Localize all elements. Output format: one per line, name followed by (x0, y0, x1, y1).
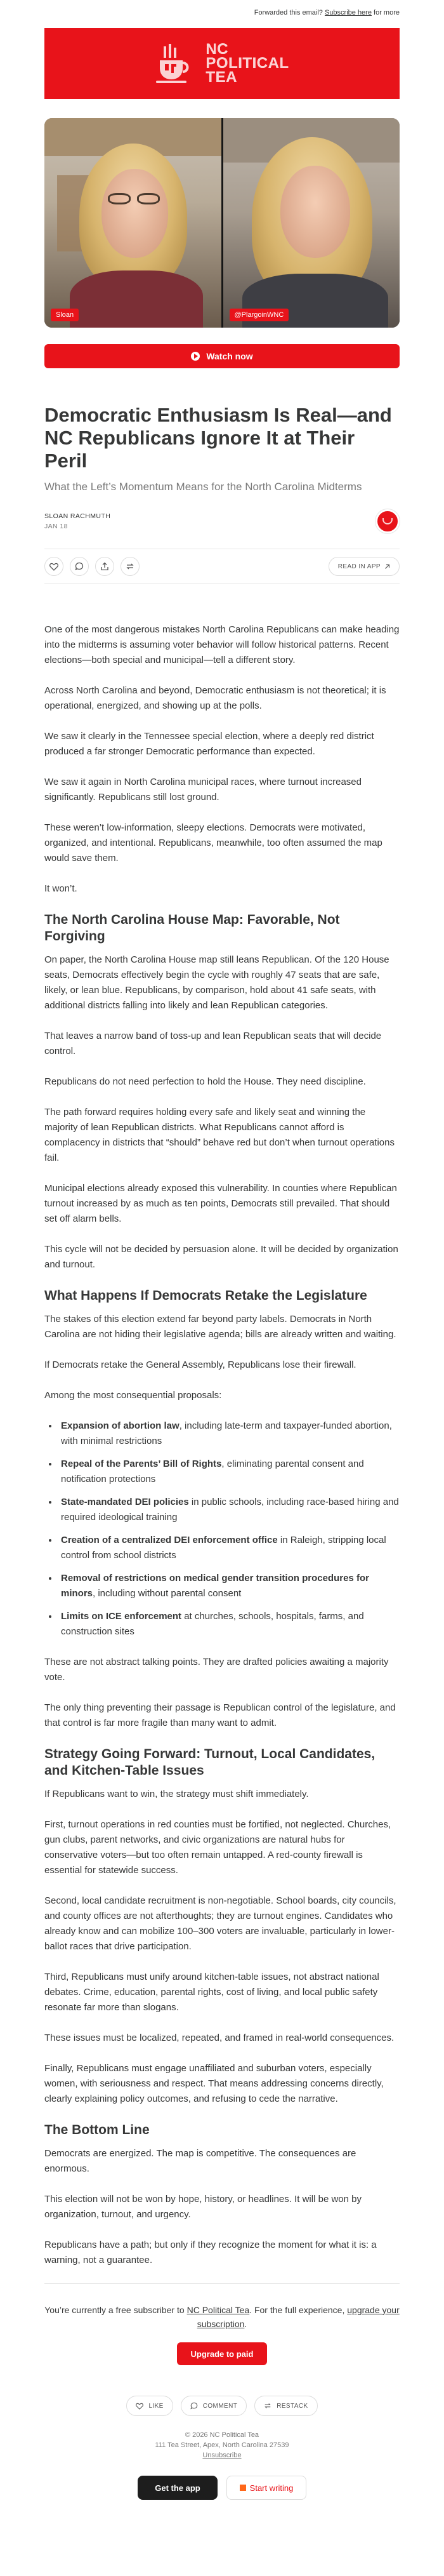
post-title[interactable]: Democratic Enthusiasm Is Real—and NC Republicans Ignore It at Their Peril (44, 404, 392, 472)
author-name[interactable]: SLOAN RACHMUTH (44, 512, 111, 520)
mailing-address: 111 Tea Street, Apex, North Carolina 27539 (155, 2441, 289, 2449)
heart-icon (136, 2403, 143, 2410)
comment-label: COMMENT (202, 2402, 238, 2410)
list-item-bold: Limits on ICE enforcement (61, 1611, 182, 1622)
list-item-text: at churches, schools, hospitals, farms, and construction sites (61, 1611, 364, 1637)
video-thumbnail[interactable] (44, 118, 400, 328)
speaker-left-tag: Sloan (51, 309, 79, 321)
forward-suffix: for more (374, 9, 400, 17)
list-item (58, 1571, 400, 1601)
paragraph: Across North Carolina and beyond, Democratic enthusiasm is not theoretical; it is operational, energized, and showing up at the polls. (44, 685, 386, 711)
post-action-bar (44, 549, 400, 584)
footer-restack-button[interactable] (254, 2396, 317, 2416)
paragraph: If Republicans want to win, the strategy must shift immediately. (44, 1789, 309, 1799)
list-item-bold: State-mandated DEI policies (61, 1497, 189, 1507)
video-frame-right (221, 118, 400, 328)
paragraph: This cycle will not be decided by persuasion alone. It will be decided by organization and turnout. (44, 1244, 398, 1270)
restack-label: RESTACK (277, 2402, 308, 2410)
paragraph: The only thing preventing their passage is Republican control of the legislature, and that control is far more fragile than many want to admit. (44, 1702, 396, 1728)
free-sub-prefix: You’re currently a free subscriber to (44, 2305, 185, 2315)
list-item-text: in Raleigh, stripping local control from school districts (61, 1535, 386, 1561)
action-icons (44, 557, 140, 576)
publication-banner[interactable] (44, 28, 400, 99)
share-icon (100, 562, 109, 571)
speaker-right-tag: @PlargoinWNC (230, 309, 289, 321)
paragraph: First, turnout operations in red counties must be fortified, not neglected. Churches, gun clubs, parent networks, and civic organizations are natural hubs for conservative voters—but too often remain untapped. A red-county firewall is essential for statewide success. (44, 1819, 391, 1876)
list-item-bold: Repeal of the Parents’ Bill of Rights (61, 1458, 222, 1469)
free-subscriber-note: You’re currently a free subscriber to NC Political Tea. For the full experience, upgrade your subscription. (44, 2305, 400, 2329)
paragraph: If Democrats retake the General Assembly, Republicans lose their firewall. (44, 1359, 356, 1370)
paragraph: One of the most dangerous mistakes North Carolina Republicans can make heading into the midterms is assuming voter behavior will follow historical patterns. Recent elections—both special and municipal—tell a different story. (44, 624, 400, 665)
publication-avatar[interactable] (375, 509, 400, 533)
watch-now-label: Watch now (206, 351, 253, 361)
paragraph: The path forward requires holding every safe and likely seat and winning the majority of lean Republican districts. What Republicans cannot afford is complacency in districts that “should” behave red but don’t when turnout operations fail. (44, 1107, 395, 1163)
section-heading: Strategy Going Forward: Turnout, Local Candidates, and Kitchen-Table Issues (44, 1747, 375, 1778)
section-heading: The North Carolina House Map: Favorable, Not Forgiving (44, 912, 340, 944)
post-subtitle: What the Left’s Momentum Means for the North Carolina Midterms (44, 481, 362, 493)
share-button[interactable] (95, 557, 114, 576)
paragraph: That leaves a narrow band of toss-up and lean Republican seats that will decide control. (44, 1031, 382, 1057)
list-item-bold: Creation of a centralized DEI enforcement office (61, 1535, 278, 1545)
paragraph: These are not abstract talking points. They are drafted policies awaiting a majority vote. (44, 1657, 389, 1683)
author-block (44, 511, 110, 531)
paragraph: Second, local candidate recruitment is non-negotiable. School boards, city councils, and county offices are not afterthoughts; they are turnout engines. Candidates who already know and can mobilize 100–300 voters are invaluable, particularly in lower-ballot races that drive participation. (44, 1895, 396, 1952)
publication-name (206, 43, 289, 84)
forward-text: Forwarded this email? (254, 9, 323, 17)
list-item-bold: Removal of restrictions on medical gender transition procedures for minors (61, 1573, 369, 1599)
list-item-text: , including late-term and taxpayer-funded abortion, with minimal restrictions (61, 1420, 392, 1446)
paragraph: Among the most consequential proposals: (44, 1390, 222, 1401)
publication-name-line-1: NC (206, 41, 229, 58)
list-item-text: , eliminating parental consent and notification protections (61, 1458, 364, 1485)
paragraph: Third, Republicans must unify around kitchen-table issues, not abstract national debates. Crime, education, parental rights, cost of living, and local public safety resonate far more than slogans. (44, 1972, 379, 2013)
copyright: © 2026 NC Political Tea (185, 2431, 259, 2439)
footer-address (44, 2430, 400, 2460)
list-item (58, 1418, 400, 1449)
play-icon (191, 352, 200, 361)
free-sub-mid: . For the full experience, (249, 2305, 345, 2315)
list-item-bold: Expansion of abortion law (61, 1420, 180, 1431)
paragraph: Democrats are energized. The map is competitive. The consequences are enormous. (44, 2148, 356, 2174)
subscribe-link[interactable]: Subscribe here (324, 9, 372, 17)
upgrade-link[interactable]: upgrade your subscription (197, 2305, 400, 2329)
list-item (58, 1609, 400, 1639)
footer-cta-row (44, 2476, 400, 2500)
paragraph: Municipal elections already exposed this vulnerability. In counties where Republican turnout increased by as much as ten points, Democrats still prevailed. That should set off alarm bells. (44, 1183, 397, 1224)
comment-icon (190, 2402, 198, 2410)
list-item (58, 1457, 400, 1487)
read-in-app-button[interactable] (329, 557, 400, 576)
teacup-avatar-icon (382, 518, 393, 524)
footer-comment-button[interactable] (181, 2396, 247, 2416)
list-item-text: in public schools, including race-based hiring and required ideological training (61, 1497, 399, 1523)
paragraph: It won’t. (44, 883, 77, 894)
footer-like-button[interactable] (126, 2396, 173, 2416)
paragraph: These issues must be localized, repeated, and framed in real-world consequences. (44, 2032, 395, 2043)
email-container (44, 0, 400, 2500)
paragraph: Finally, Republicans must engage unaffiliated and suburban voters, especially women, with seriousness and respect. That means addressing concerns directly, clearly explaining policy outcomes, and refusing to cede the narrative. (44, 2063, 384, 2104)
proposals-list (58, 1418, 400, 1639)
read-in-app-label: READ IN APP (337, 563, 381, 570)
get-the-app-button[interactable]: Get the app (138, 2476, 218, 2500)
arrow-up-right-icon (384, 564, 390, 570)
paragraph: The stakes of this election extend far beyond party labels. Democrats in North Carolina are not hiding their legislative agenda; bills are already written and waiting. (44, 1314, 396, 1340)
watch-now-button[interactable] (44, 344, 400, 368)
like-button[interactable] (44, 557, 63, 576)
section-heading: What Happens If Democrats Retake the Legislature (44, 1288, 367, 1303)
start-writing-button[interactable] (226, 2476, 306, 2500)
publication-logo (155, 43, 289, 84)
paragraph: These weren’t low-information, sleepy elections. Democrats were motivated, organized, and intentional. Republicans, meanwhile, too often assumed the map would save them. (44, 822, 382, 864)
section-heading: The Bottom Line (44, 2123, 150, 2137)
byline (44, 509, 400, 533)
list-item (58, 1495, 400, 1525)
unsubscribe-link[interactable]: Unsubscribe (202, 2452, 242, 2459)
paragraph: Republicans have a path; but only if they recognize the moment for what it is: a warning, not a guarantee. (44, 2239, 377, 2266)
publication-name-line-2: POLITICAL (206, 55, 289, 72)
like-label: LIKE (148, 2402, 164, 2410)
restack-button[interactable] (121, 557, 140, 576)
paragraph: This election will not be won by hope, history, or headlines. It will be won by organization, turnout, and urgency. (44, 2194, 362, 2220)
list-item (58, 1533, 400, 1563)
substack-icon (240, 2485, 246, 2491)
paragraph: Republicans do not need perfection to hold the House. They need discipline. (44, 1076, 366, 1087)
article-body (44, 622, 400, 2268)
paragraph: On paper, the North Carolina House map still leans Republican. Of the 120 House seats, Democrats effectively begin the cycle with roughly 47 seats that are safe, likely, or lean blue. Republicans, by comparison, hold about 41 safe seats, with additional districts falling into likely and lean Republican categories. (44, 954, 389, 1011)
paragraph: We saw it again in North Carolina municipal races, where turnout increased significantly. Republicans still lost ground. (44, 777, 362, 803)
heart-icon (49, 563, 58, 571)
post-date: JAN 18 (44, 523, 68, 530)
list-item-text: , including without parental consent (93, 1588, 242, 1599)
restack-icon (264, 2402, 271, 2410)
forward-line (44, 0, 400, 28)
paragraph: We saw it clearly in the Tennessee special election, where a deeply red district produced a far stronger Democratic performance than expected. (44, 731, 374, 757)
publication-link[interactable]: NC Political Tea (186, 2305, 250, 2315)
footer-actions (44, 2396, 400, 2416)
comment-icon (75, 562, 84, 571)
divider (44, 2283, 400, 2284)
publication-name-line-3: TEA (206, 69, 237, 86)
teacup-logo-icon (155, 43, 200, 84)
start-writing-label: Start writing (249, 2483, 294, 2493)
restack-icon (126, 562, 134, 571)
video-frame-left (44, 118, 221, 328)
comment-button[interactable] (70, 557, 89, 576)
upgrade-to-paid-button[interactable]: Upgrade to paid (177, 2342, 267, 2365)
